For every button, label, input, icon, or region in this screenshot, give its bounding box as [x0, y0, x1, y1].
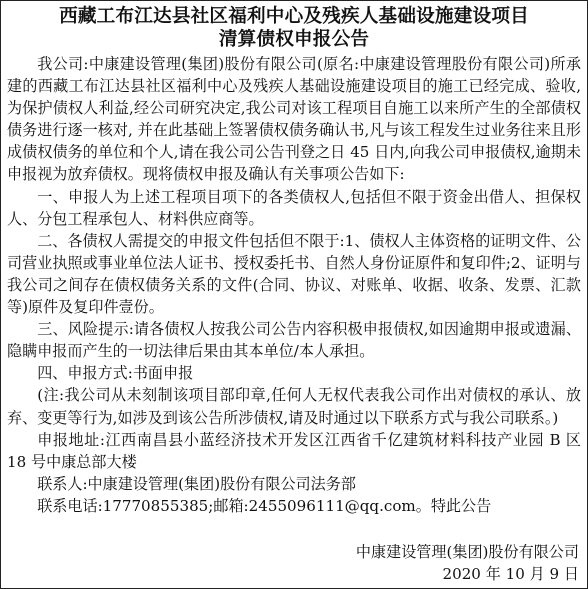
contact-paragraph: 联系人:中康建设管理(集团)股份有限公司法务部 [37, 474, 356, 493]
notice-title-line2: 清算债权申报公告 [218, 29, 370, 50]
signature-company: 中康建设管理(集团)股份有限公司 [355, 543, 579, 561]
notice-title-line1: 西藏工布江达县社区福利中心及残疾人基础设施建设项目 [59, 6, 529, 27]
address-paragraph: 申报地址:江西南昌县小蓝经济技术开发区江西省千亿建筑材料科技产业园 B 区 18 号中康总部大楼 [7, 430, 581, 471]
item-1-paragraph: 一、申报人为上述工程项目项下的各类债权人,包括但不限于资金出借人、担保权人、分包工程承包人、材料供应商等。 [7, 187, 581, 228]
phone-paragraph: 联系电话:17770855385;邮箱:2455096111@qq.com。特此公告 [37, 496, 492, 515]
signature-date: 2020 年 10 月 9 日 [442, 565, 579, 583]
item-4-paragraph: 四、申报方式:书面申报 [37, 364, 194, 383]
intro-paragraph: 我公司:中康建设管理(集团)股份有限公司(原名:中康建设管理股份有限公司)所承建的西藏工布江达县社区福利中心及残疾人基础设施建设项目的施工已经完成、验收,为保护债权人利益,经公司研究决定,我公司对该工程项目自施工以来所产生的全部债权债务进行逐一核对, 并在此基础上签署债权债务确认书,凡与该工程发生过业务往来且形成债权债务的单位和个人,请在我公司公告刊登之日 45 日内,向我公司申报债权,逾期未申报视为放弃债权。现将债权申报及确认有关事项公告如下: [7, 55, 581, 184]
item-2-paragraph: 二、各债权人需提交的申报文件包括但不限于:1、债权人主体资格的证明文件、公司营业执照或事业单位法人证书、授权委托书、自然人身份证原件和复印件;2、证明与我公司之间存在债权债务关系的文件(合同、协议、对账单、收据、收条、发票、汇款等)原件及复印件壹份。 [7, 231, 581, 317]
item-3-paragraph: 三、风险提示:请各债权人按我公司公告内容积极申报债权,如因逾期申报或遗漏、隐瞒申报而产生的一切法律后果由其本单位/本人承担。 [7, 320, 581, 361]
notice-body [7, 53, 581, 517]
note-paragraph: (注:我公司从未刻制该项目部印章,任何人无权代表我公司作出对债权的承认、放弃、变更等行为,如涉及到该公告所涉债权,请及时通过以下联系方式与我公司联系。) [7, 386, 581, 427]
